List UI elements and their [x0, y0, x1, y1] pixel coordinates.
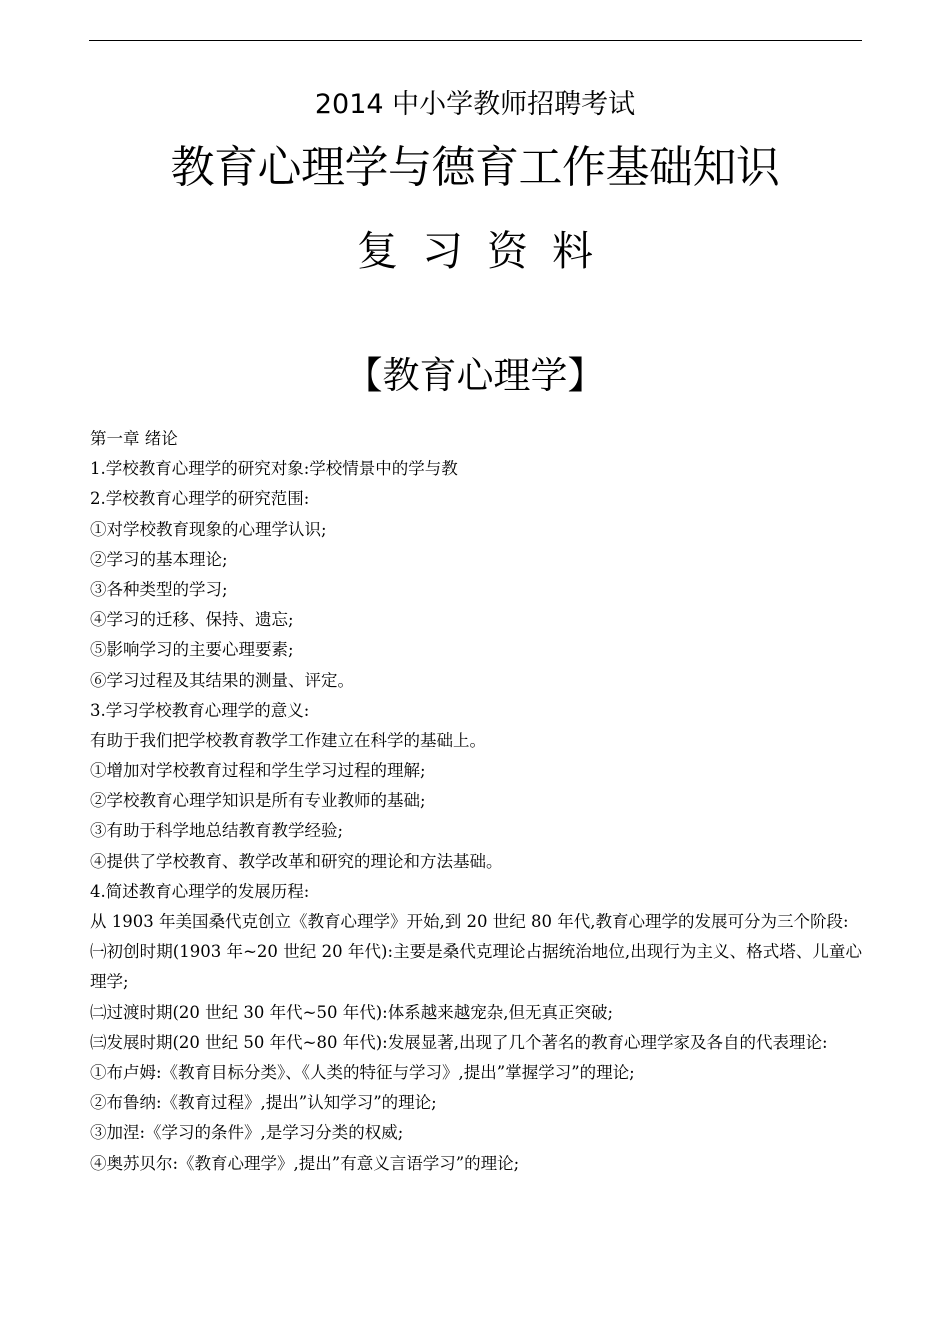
main-title: 教育心理学与德育工作基础知识 — [170, 142, 780, 193]
paragraph: ㈢发展时期(20 世纪 50 年代~80 年代):发展显著,出现了几个著名的教育心理学家及各自的代表理论: — [90, 1032, 828, 1052]
text-line: 1.学校教育心理学的研究对象:学校情景中的学与教 — [90, 459, 458, 479]
paragraph: ㈠初创时期(1903 年~20 世纪 20 年代):主要是桑代克理论占据统治地位,出现行为主义、格式塔、儿童心理学; — [90, 942, 862, 992]
list-item: ④学习的迁移、保持、遗忘; — [90, 610, 294, 630]
paragraph: 从 1903 年美国桑代克创立《教育心理学》开始,到 20 世纪 80 年代,教育心理学的发展可分为三个阶段: — [90, 912, 849, 931]
exam-title: 2014 中小学教师招聘考试 — [314, 89, 636, 120]
sub-title: 复习资料 — [357, 227, 617, 275]
list-item: ②布鲁纳:《教育过程》,提出”认知学习”的理论; — [90, 1093, 437, 1113]
list-item: ①布卢姆:《教育目标分类》、《人类的特征与学习》,提出”掌握学习”的理论; — [90, 1063, 635, 1082]
list-item: ③加涅:《学习的条件》,是学习分类的权威; — [90, 1123, 404, 1143]
chapter-heading: 第一章 绪论 — [90, 429, 178, 448]
header-rule — [89, 40, 862, 41]
section-title: 【教育心理学】 — [345, 354, 605, 397]
text-line: 有助于我们把学校教育教学工作建立在科学的基础上。 — [90, 730, 486, 750]
list-item: ④奥苏贝尔:《教育心理学》,提出”有意义言语学习”的理论; — [90, 1153, 520, 1173]
list-item: ③有助于科学地总结教育教学经验; — [90, 821, 344, 841]
list-item: ⑤影响学习的主要心理要素; — [90, 640, 294, 660]
list-item: ⑥学习过程及其结果的测量、评定。 — [90, 670, 354, 690]
list-item: ③各种类型的学习; — [90, 579, 228, 599]
list-item: ②学校教育心理学知识是所有专业教师的基础; — [90, 791, 426, 811]
text-line: 3.学习学校教育心理学的意义: — [90, 700, 310, 720]
list-item: ①对学校教育现象的心理学认识; — [90, 519, 327, 539]
text-line: 2.学校教育心理学的研究范围: — [90, 489, 310, 509]
list-item: ②学习的基本理论; — [90, 549, 228, 569]
list-item: ④提供了学校教育、教学改革和研究的理论和方法基础。 — [90, 851, 503, 871]
list-item: ㈡过渡时期(20 世纪 30 年代~50 年代):体系越来越宠杂,但无真正突破; — [90, 1002, 614, 1022]
list-item: ①增加对学校教育过程和学生学习过程的理解; — [90, 761, 426, 781]
text-line: 4.简述教育心理学的发展历程: — [90, 881, 310, 901]
document-body — [90, 424, 862, 1179]
